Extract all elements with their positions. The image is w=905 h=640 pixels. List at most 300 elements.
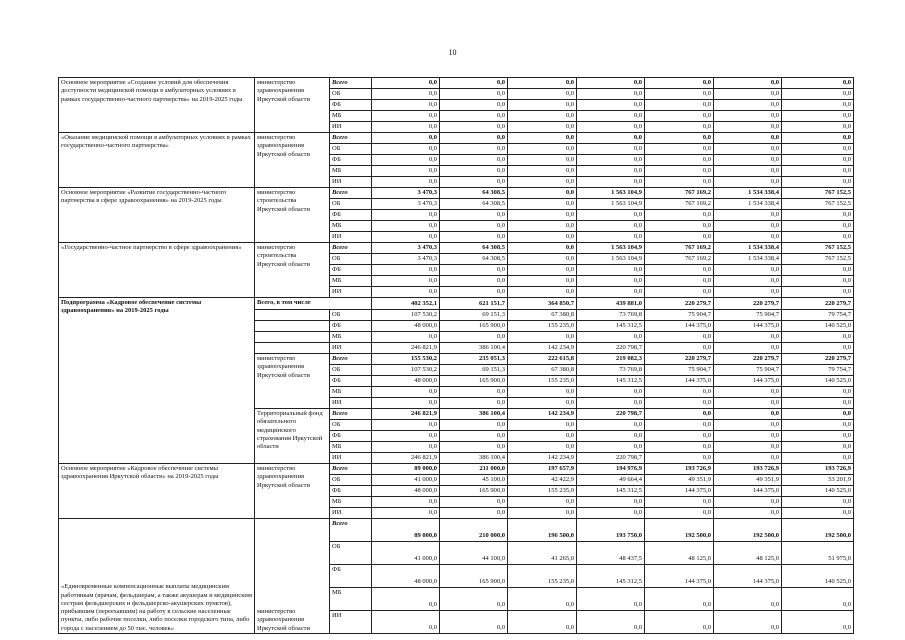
amount-cell: 0,0 [782,232,854,243]
amount-cell: 246 821,9 [372,409,440,420]
amount-cell: 0,0 [440,122,508,133]
amount-cell: 0,0 [577,144,645,155]
amount-cell: 0,0 [440,611,508,634]
amount-cell: 144 375,0 [714,376,782,387]
amount-cell: 246 821,9 [372,343,440,354]
amount-cell: 197 657,9 [508,464,577,475]
amount-cell: 767 152,5 [782,243,854,254]
funding-source: МБ [330,442,372,453]
funding-source: ФБ [330,155,372,166]
funding-source: МБ [330,332,372,343]
funding-source: Всего [330,464,372,475]
funding-source: ФБ [330,321,372,332]
amount-cell: 0,0 [645,442,714,453]
amount-cell: 220 279,7 [782,354,854,365]
executor-name: министерство строительства Иркутской области [255,188,330,243]
amount-cell: 0,0 [577,122,645,133]
amount-cell: 0,0 [577,89,645,100]
amount-cell: 145 312,5 [577,486,645,497]
amount-cell: 0,0 [577,221,645,232]
amount-cell: 0,0 [645,343,714,354]
table-row [59,243,854,254]
amount-cell: 73 769,8 [577,310,645,321]
amount-cell: 0,0 [372,442,440,453]
amount-cell: 0,0 [714,144,782,155]
amount-cell: 0,0 [577,431,645,442]
amount-cell: 0,0 [577,232,645,243]
funding-source: ИИ [330,398,372,409]
amount-cell: 767 169,2 [645,199,714,210]
amount-cell: 42 422,9 [508,475,577,486]
amount-cell: 0,0 [440,166,508,177]
amount-cell: 0,0 [645,100,714,111]
amount-cell: 0,0 [714,420,782,431]
amount-cell: 73 769,8 [577,365,645,376]
amount-cell: 145 312,5 [577,321,645,332]
amount-cell: 0,0 [372,387,440,398]
amount-cell: 0,0 [372,332,440,343]
amount-cell: 0,0 [782,398,854,409]
amount-cell: 0,0 [714,89,782,100]
amount-cell: 0,0 [372,588,440,611]
amount-cell: 439 881,0 [577,298,645,310]
amount-cell: 0,0 [440,100,508,111]
amount-cell: 0,0 [508,431,577,442]
amount-cell: 220 279,7 [645,298,714,310]
amount-cell: 0,0 [645,122,714,133]
amount-cell: 0,0 [645,453,714,464]
program-name: Основное мероприятие «Кадровое обеспечение системы здравоохранения Иркутской области» на 2019-2025 годы [59,464,255,519]
amount-cell: 0,0 [782,100,854,111]
amount-cell: 0,0 [577,387,645,398]
funding-source: ИИ [330,177,372,188]
amount-cell: 0,0 [440,588,508,611]
funding-source: МБ [330,497,372,508]
amount-cell: 402 352,1 [372,298,440,310]
amount-cell: 165 900,0 [440,486,508,497]
amount-cell: 140 525,0 [782,376,854,387]
amount-cell: 145 312,5 [577,376,645,387]
table-row [59,464,854,475]
amount-cell: 49 664,4 [577,475,645,486]
amount-cell: 69 151,3 [440,310,508,321]
amount-cell: 155 235,0 [508,565,577,588]
amount-cell: 0,0 [645,287,714,298]
amount-cell: 0,0 [372,177,440,188]
amount-cell: 0,0 [645,232,714,243]
amount-cell: 0,0 [645,409,714,420]
amount-cell: 0,0 [440,431,508,442]
amount-cell: 192 500,0 [645,519,714,542]
amount-cell: 0,0 [508,199,577,210]
amount-cell: 0,0 [440,111,508,122]
amount-cell: 44 100,0 [440,542,508,565]
executor-name: Всего, в том числе [255,298,372,310]
executor-name: министерство здравоохранения Иркутской области [255,519,330,634]
amount-cell: 3 470,3 [372,199,440,210]
empty-cell [255,310,330,321]
amount-cell: 0,0 [440,144,508,155]
amount-cell: 0,0 [508,166,577,177]
budget-table [58,77,854,634]
amount-cell: 386 100,4 [440,453,508,464]
executor-name: министерство здравоохранения Иркутской области [255,133,330,188]
amount-cell: 0,0 [645,210,714,221]
amount-cell: 0,0 [440,89,508,100]
amount-cell: 144 375,0 [645,565,714,588]
amount-cell: 0,0 [508,177,577,188]
amount-cell: 0,0 [645,133,714,144]
amount-cell: 142 234,9 [508,453,577,464]
amount-cell: 0,0 [714,409,782,420]
funding-source: ОБ [330,475,372,486]
funding-source: ОБ [330,199,372,210]
funding-source: ФБ [330,431,372,442]
amount-cell: 64 308,5 [440,254,508,265]
amount-cell: 0,0 [645,398,714,409]
amount-cell: 0,0 [782,409,854,420]
amount-cell: 0,0 [577,398,645,409]
amount-cell: 0,0 [372,221,440,232]
amount-cell: 0,0 [577,210,645,221]
funding-source: ИИ [330,508,372,519]
amount-cell: 48 125,0 [645,542,714,565]
amount-cell: 0,0 [645,111,714,122]
amount-cell: 0,0 [714,133,782,144]
funding-source: ФБ [330,565,372,588]
amount-cell: 0,0 [714,588,782,611]
amount-cell: 0,0 [508,420,577,431]
amount-cell: 0,0 [508,387,577,398]
amount-cell: 145 312,5 [577,565,645,588]
amount-cell: 0,0 [714,111,782,122]
amount-cell: 0,0 [440,232,508,243]
amount-cell: 0,0 [372,122,440,133]
amount-cell: 0,0 [577,166,645,177]
amount-cell: 144 375,0 [714,321,782,332]
amount-cell: 1 563 104,9 [577,243,645,254]
program-name: Основное мероприятие «Развитие государственно-частного партнерства в сфере здравоохранения» на 2019-2025 годы [59,188,255,243]
funding-source: МБ [330,588,372,611]
amount-cell: 48 000,0 [372,321,440,332]
amount-cell: 0,0 [508,155,577,166]
amount-cell: 0,0 [645,221,714,232]
amount-cell: 0,0 [508,89,577,100]
amount-cell: 0,0 [372,265,440,276]
amount-cell: 0,0 [440,442,508,453]
amount-cell: 75 904,7 [714,310,782,321]
amount-cell: 0,0 [440,177,508,188]
funding-source: ОБ [330,365,372,376]
table-row [59,298,854,310]
amount-cell: 0,0 [782,221,854,232]
amount-cell: 89 000,0 [372,464,440,475]
amount-cell: 140 525,0 [782,321,854,332]
amount-cell: 0,0 [577,133,645,144]
amount-cell: 1 534 338,4 [714,188,782,199]
amount-cell: 107 530,2 [372,365,440,376]
amount-cell: 0,0 [782,210,854,221]
amount-cell: 165 900,0 [440,565,508,588]
amount-cell: 79 754,7 [782,310,854,321]
amount-cell: 0,0 [508,221,577,232]
amount-cell: 211 000,0 [440,464,508,475]
amount-cell: 0,0 [577,177,645,188]
empty-cell [255,321,330,332]
funding-source: Всего [330,133,372,144]
funding-source: МБ [330,111,372,122]
amount-cell: 0,0 [508,508,577,519]
amount-cell: 0,0 [372,276,440,287]
amount-cell: 165 900,0 [440,376,508,387]
amount-cell: 246 821,9 [372,453,440,464]
funding-source: Всего [330,243,372,254]
amount-cell: 48 000,0 [372,565,440,588]
amount-cell: 0,0 [782,265,854,276]
table-row [59,188,854,199]
amount-cell: 0,0 [782,588,854,611]
amount-cell: 0,0 [440,133,508,144]
amount-cell: 0,0 [714,210,782,221]
amount-cell: 0,0 [782,78,854,89]
amount-cell: 1 563 104,9 [577,254,645,265]
amount-cell: 0,0 [508,611,577,634]
amount-cell: 0,0 [714,265,782,276]
amount-cell: 0,0 [372,100,440,111]
amount-cell: 0,0 [508,243,577,254]
amount-cell: 220 279,7 [714,354,782,365]
amount-cell: 0,0 [645,144,714,155]
amount-cell: 155 235,0 [508,321,577,332]
amount-cell: 64 308,5 [440,199,508,210]
amount-cell: 767 169,2 [645,188,714,199]
amount-cell: 767 152,5 [782,199,854,210]
amount-cell: 767 152,5 [782,254,854,265]
amount-cell: 0,0 [714,611,782,634]
amount-cell: 193 726,9 [782,464,854,475]
amount-cell: 41 000,0 [372,475,440,486]
amount-cell: 0,0 [782,155,854,166]
amount-cell: 0,0 [645,89,714,100]
amount-cell: 192 500,0 [782,519,854,542]
amount-cell: 1 563 104,9 [577,199,645,210]
amount-cell: 0,0 [782,177,854,188]
funding-source: ФБ [330,265,372,276]
funding-source: МБ [330,387,372,398]
amount-cell: 1 534 338,4 [714,254,782,265]
amount-cell: 767 152,5 [782,188,854,199]
funding-source: ОБ [330,310,372,321]
amount-cell: 48 000,0 [372,486,440,497]
table-row [59,519,854,542]
amount-cell: 0,0 [440,265,508,276]
amount-cell: 220 279,7 [714,298,782,310]
amount-cell: 3 470,3 [372,254,440,265]
amount-cell: 0,0 [508,332,577,343]
amount-cell: 0,0 [714,177,782,188]
amount-cell: 0,0 [714,166,782,177]
amount-cell: 0,0 [440,420,508,431]
amount-cell: 0,0 [714,100,782,111]
amount-cell: 144 375,0 [714,486,782,497]
funding-source: ИИ [330,611,372,634]
amount-cell: 0,0 [372,232,440,243]
amount-cell: 0,0 [508,254,577,265]
amount-cell: 0,0 [782,508,854,519]
amount-cell: 0,0 [577,497,645,508]
amount-cell: 0,0 [508,188,577,199]
amount-cell: 0,0 [577,265,645,276]
amount-cell: 220 798,7 [577,409,645,420]
program-name: «Государственно-частное партнерство в сфере здравоохранения» [59,243,255,298]
amount-cell: 210 000,0 [440,519,508,542]
amount-cell: 140 525,0 [782,486,854,497]
amount-cell: 140 525,0 [782,565,854,588]
amount-cell: 0,0 [440,276,508,287]
amount-cell: 0,0 [645,155,714,166]
amount-cell: 0,0 [645,431,714,442]
amount-cell: 0,0 [645,166,714,177]
amount-cell: 0,0 [714,343,782,354]
amount-cell: 0,0 [372,78,440,89]
amount-cell: 64 308,5 [440,188,508,199]
funding-source: ФБ [330,376,372,387]
program-name: «Оказание медицинской помощи в амбулаторных условиях в рамках государственно-частного партнерства» [59,133,255,188]
amount-cell: 107 530,2 [372,310,440,321]
amount-cell: 0,0 [645,508,714,519]
amount-cell: 0,0 [714,78,782,89]
amount-cell: 0,0 [782,332,854,343]
amount-cell: 0,0 [645,387,714,398]
amount-cell: 51 975,0 [782,542,854,565]
amount-cell: 0,0 [714,276,782,287]
amount-cell: 0,0 [782,343,854,354]
amount-cell: 0,0 [577,508,645,519]
amount-cell: 0,0 [782,166,854,177]
amount-cell: 0,0 [782,431,854,442]
funding-source: ФБ [330,100,372,111]
amount-cell: 0,0 [372,398,440,409]
amount-cell: 0,0 [782,122,854,133]
amount-cell: 386 100,4 [440,409,508,420]
amount-cell: 0,0 [577,332,645,343]
amount-cell: 0,0 [782,144,854,155]
amount-cell: 0,0 [508,78,577,89]
funding-source: ФБ [330,210,372,221]
amount-cell: 0,0 [645,276,714,287]
amount-cell: 0,0 [577,100,645,111]
amount-cell: 0,0 [782,420,854,431]
amount-cell: 0,0 [645,78,714,89]
amount-cell: 69 151,3 [440,365,508,376]
executor-name: министерство здравоохранения Иркутской области [255,78,330,133]
amount-cell: 0,0 [782,89,854,100]
amount-cell: 144 375,0 [714,565,782,588]
amount-cell: 0,0 [508,111,577,122]
amount-cell: 0,0 [508,122,577,133]
amount-cell: 0,0 [372,611,440,634]
funding-source: Всего [330,409,372,420]
amount-cell: 0,0 [782,387,854,398]
amount-cell: 0,0 [440,221,508,232]
amount-cell: 0,0 [440,210,508,221]
amount-cell: 0,0 [372,155,440,166]
amount-cell: 3 470,3 [372,243,440,254]
amount-cell: 155 530,2 [372,354,440,365]
amount-cell: 3 470,3 [372,188,440,199]
amount-cell: 222 615,8 [508,354,577,365]
empty-cell [255,343,330,354]
amount-cell: 0,0 [440,508,508,519]
amount-cell: 0,0 [645,588,714,611]
amount-cell: 75 904,7 [645,365,714,376]
amount-cell: 220 279,7 [645,354,714,365]
amount-cell: 0,0 [645,332,714,343]
amount-cell: 192 500,0 [714,519,782,542]
amount-cell: 1 534 338,4 [714,199,782,210]
amount-cell: 49 351,9 [714,475,782,486]
amount-cell: 48 437,5 [577,542,645,565]
funding-source: ОБ [330,542,372,565]
amount-cell: 49 351,9 [645,475,714,486]
amount-cell: 0,0 [577,111,645,122]
amount-cell: 0,0 [714,497,782,508]
amount-cell: 0,0 [714,287,782,298]
amount-cell: 0,0 [440,155,508,166]
amount-cell: 0,0 [372,144,440,155]
amount-cell: 0,0 [372,166,440,177]
amount-cell: 0,0 [714,221,782,232]
funding-source: МБ [330,276,372,287]
amount-cell: 0,0 [372,111,440,122]
amount-cell: 0,0 [440,78,508,89]
amount-cell: 0,0 [508,497,577,508]
amount-cell: 0,0 [577,588,645,611]
amount-cell: 0,0 [714,122,782,133]
amount-cell: 0,0 [782,111,854,122]
amount-cell: 220 279,7 [782,298,854,310]
amount-cell: 235 051,3 [440,354,508,365]
amount-cell: 0,0 [508,442,577,453]
amount-cell: 0,0 [714,453,782,464]
executor-name: министерство здравоохранения Иркутской области [255,354,330,409]
amount-cell: 45 100,0 [440,475,508,486]
amount-cell: 364 850,7 [508,298,577,310]
amount-cell: 64 308,5 [440,243,508,254]
amount-cell: 0,0 [782,276,854,287]
amount-cell: 0,0 [440,387,508,398]
funding-source: Всего [330,519,372,542]
amount-cell: 219 082,3 [577,354,645,365]
program-name: Подпрограмма «Кадровое обеспечение системы здравоохранения» на 2019-2025 годы [59,298,255,464]
amount-cell: 0,0 [372,210,440,221]
amount-cell: 75 904,7 [645,310,714,321]
funding-source: Всего [330,354,372,365]
funding-source: Всего [330,188,372,199]
amount-cell: 144 375,0 [645,376,714,387]
empty-cell [255,332,330,343]
amount-cell: 0,0 [508,133,577,144]
program-name: «Единовременные компенсационные выплаты медицинским работникам (врачам, фельдшерам, а также акушерам и медицинским сестрам фельдшерских и фельдшерско-акушерских пунктов), прибывшим (переехавшим) на работу в сельские населенные пункты, либо рабочие поселки, либо поселки городского типа, либо города с населением до 50 тыс. человек» [59,519,255,634]
amount-cell: 0,0 [714,232,782,243]
amount-cell: 0,0 [645,497,714,508]
amount-cell: 0,0 [372,133,440,144]
amount-cell: 0,0 [577,420,645,431]
amount-cell: 193 750,0 [577,519,645,542]
amount-cell: 67 380,8 [508,310,577,321]
amount-cell: 220 798,7 [577,453,645,464]
table-row [59,78,854,89]
